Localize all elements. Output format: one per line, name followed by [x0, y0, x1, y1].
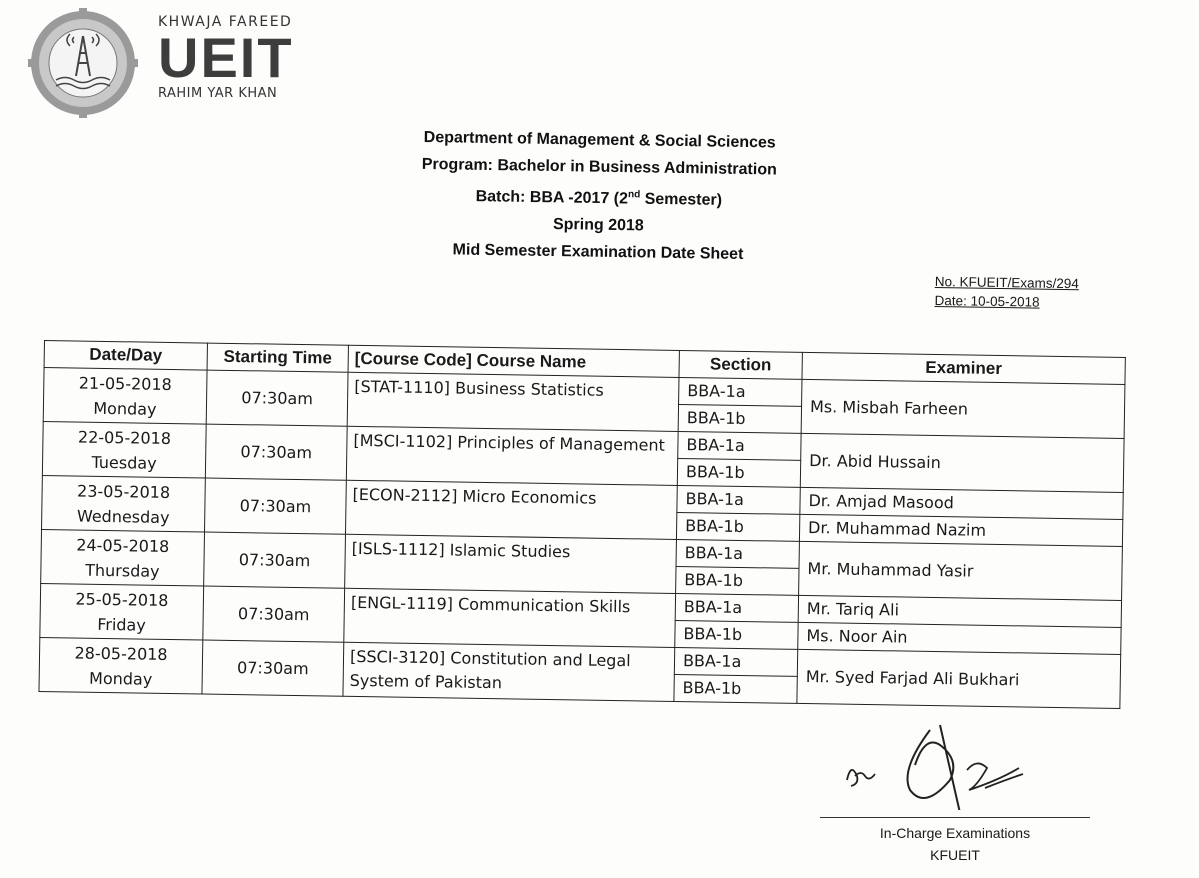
date-day-cell — [43, 368, 207, 425]
brand-wordmark — [158, 14, 294, 101]
exam-day: Monday — [88, 668, 153, 689]
exam-day: Wednesday — [76, 506, 170, 527]
date-day-cell — [39, 637, 203, 694]
examiner-cell: Dr. Amjad Masood — [800, 487, 1123, 519]
department-title: Department of Management & Social Sciences — [423, 128, 776, 152]
document-header — [298, 122, 900, 271]
exam-day: Monday — [93, 398, 157, 419]
start-time-cell: 07:30am — [205, 424, 347, 480]
examiner-cell: Mr. Muhammad Yasir — [799, 541, 1123, 600]
section-cell: BBA-1a — [676, 539, 799, 568]
signatory-org: KFUEIT — [930, 847, 980, 863]
examiner-cell: Ms. Noor Ain — [798, 622, 1121, 654]
start-time-cell: 07:30am — [206, 370, 348, 426]
column-header: [Course Code] Course Name — [348, 345, 679, 377]
date-day-cell — [42, 421, 206, 478]
section-cell: BBA-1b — [675, 620, 798, 649]
date-day-cell — [42, 475, 206, 532]
course-cell: [SSCI-3120] Constitution and Legal System of Pakistan — [343, 642, 675, 701]
reference-block — [934, 272, 1079, 312]
date-sheet-title: Mid Semester Examination Date Sheet — [452, 241, 744, 264]
exam-day: Thursday — [85, 560, 160, 581]
examiner-cell: Mr. Syed Farjad Ali Bukhari — [797, 649, 1121, 708]
column-header: Date/Day — [44, 341, 207, 371]
course-cell: [ECON-2112] Micro Economics — [345, 480, 677, 539]
date-day-cell — [41, 529, 205, 586]
reference-number: No. KFUEIT/Exams/294 — [934, 273, 1079, 292]
column-header: Starting Time — [207, 343, 348, 372]
exam-date: 24-05-2018 — [76, 535, 170, 556]
signature-caption — [820, 822, 1090, 866]
signatory-title: In-Charge Examinations — [879, 825, 1031, 841]
exam-day: Tuesday — [91, 452, 157, 473]
start-time-cell: 07:30am — [205, 478, 347, 534]
exam-date: 28-05-2018 — [74, 643, 168, 664]
examiner-cell: Ms. Misbah Farheen — [801, 379, 1125, 438]
exam-day: Friday — [97, 614, 146, 635]
signature-line — [820, 817, 1090, 818]
batch-title: Batch: BBA -2017 (2nd Semester) — [475, 188, 723, 209]
section-cell: BBA-1a — [675, 593, 798, 622]
section-cell: BBA-1a — [677, 485, 800, 514]
start-time-cell: 07:30am — [203, 586, 345, 642]
date-sheet-table — [38, 340, 1125, 709]
section-cell: BBA-1b — [676, 566, 799, 595]
course-cell: [MSCI-1102] Principles of Management — [346, 426, 678, 485]
examiner-cell: Dr. Muhammad Nazim — [799, 514, 1122, 546]
examiner-cell: Dr. Abid Hussain — [800, 433, 1124, 492]
examiner-cell: Mr. Tariq Ali — [798, 595, 1121, 627]
section-cell: BBA-1a — [678, 431, 801, 460]
exam-date: 25-05-2018 — [75, 589, 169, 610]
course-cell: [STAT-1110] Business Statistics — [347, 372, 679, 431]
column-header: Section — [679, 350, 802, 379]
brand-bottom-text: RAHIM YAR KHAN — [158, 86, 278, 101]
university-seal-icon — [28, 8, 138, 118]
column-header: Examiner — [802, 352, 1125, 384]
start-time-cell: 07:30am — [202, 640, 344, 696]
course-cell: [ISLS-1112] Islamic Studies — [345, 534, 677, 593]
session-title: Spring 2018 — [552, 216, 644, 235]
section-cell: BBA-1b — [674, 674, 797, 703]
brand-top-text: KHWAJA FAREED — [158, 14, 293, 30]
table-body — [39, 368, 1125, 709]
section-cell: BBA-1a — [679, 377, 802, 406]
section-cell: BBA-1b — [678, 404, 801, 433]
exam-date: 23-05-2018 — [76, 481, 171, 502]
section-cell: BBA-1a — [674, 647, 797, 676]
exam-date: 22-05-2018 — [77, 427, 172, 448]
date-day-cell — [40, 583, 204, 640]
section-cell: BBA-1b — [676, 512, 799, 541]
course-cell: [ENGL-1119] Communication Skills — [344, 588, 676, 647]
signature — [835, 720, 1035, 810]
exam-date: 21-05-2018 — [78, 373, 172, 394]
brand-name: UEIT — [158, 26, 294, 89]
start-time-cell: 07:30am — [204, 532, 346, 588]
section-cell: BBA-1b — [677, 458, 800, 487]
program-title: Program: Bachelor in Business Administration — [421, 155, 777, 179]
reference-date: Date: 10-05-2018 — [934, 292, 1040, 310]
